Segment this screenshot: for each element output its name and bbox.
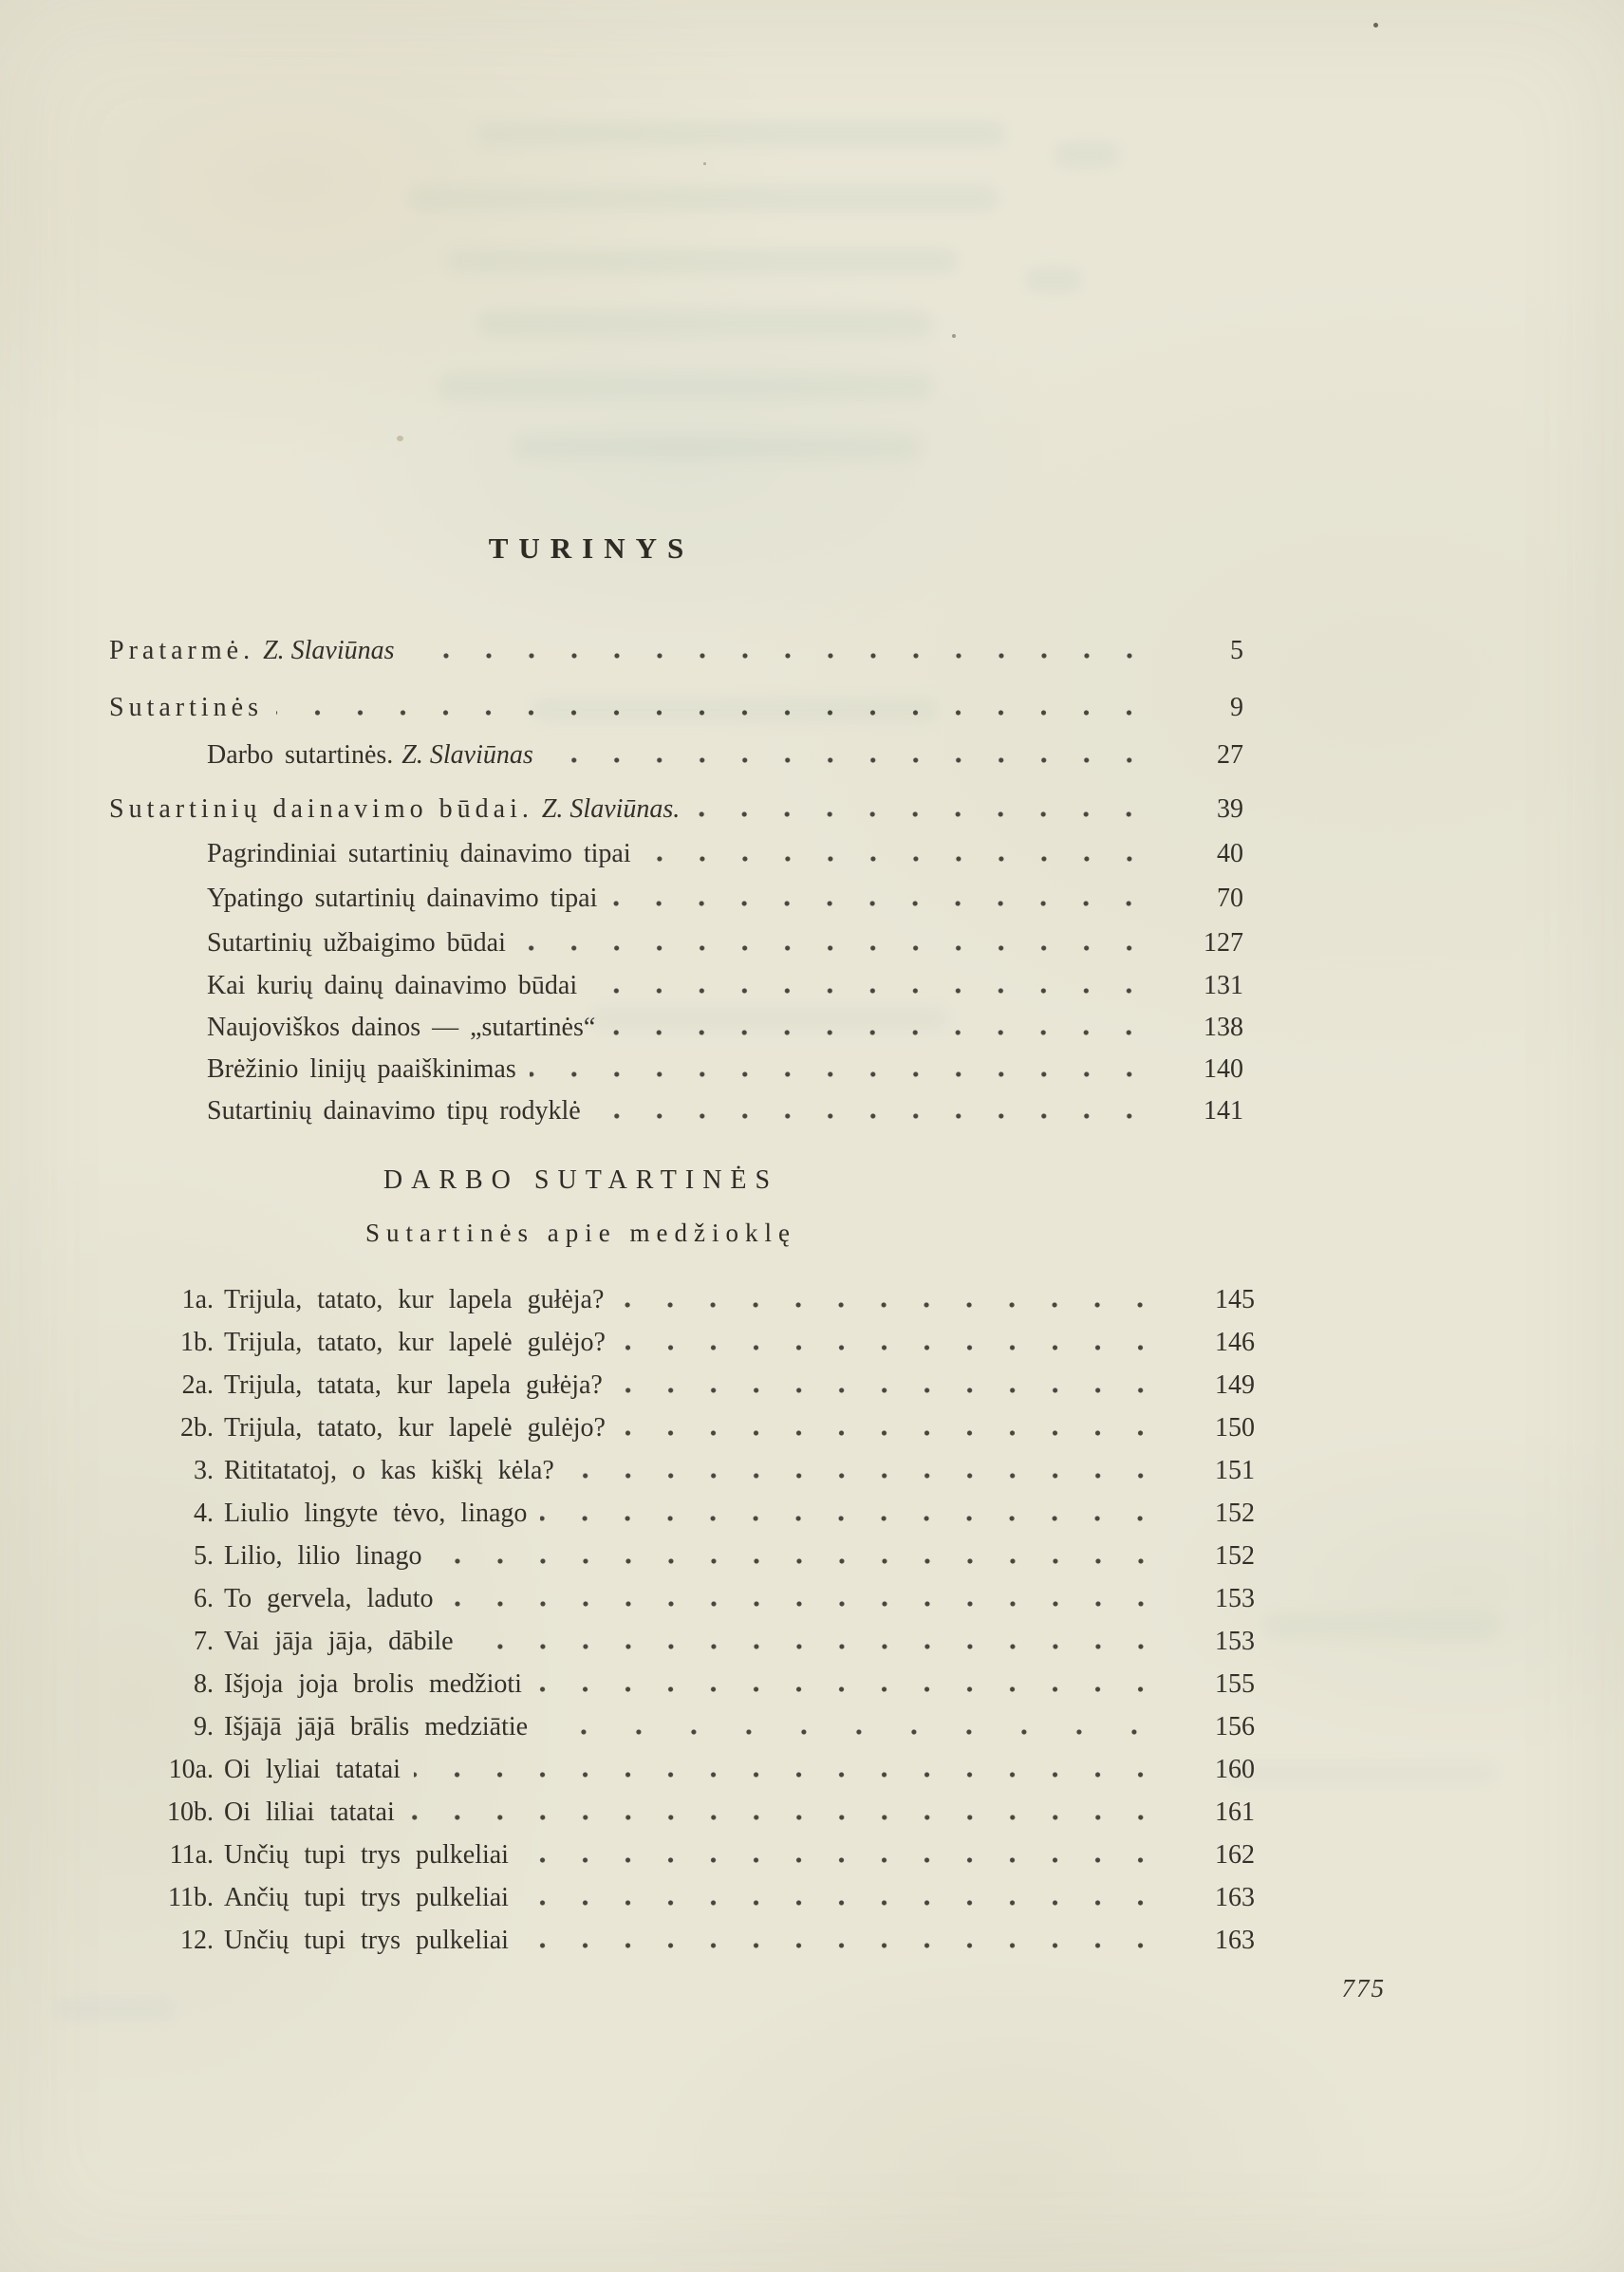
dot-leader: [522, 1919, 1164, 1962]
song-page: 153: [1215, 1584, 1255, 1613]
bleedthrough-mark: [1025, 268, 1082, 292]
dot-leader: [568, 1449, 1164, 1492]
song-title: Oi lyliai tatatai: [224, 1755, 401, 1784]
dot-leader: [467, 1620, 1164, 1663]
song-number: 2a.: [181, 1370, 214, 1400]
toc-entry-label: Darbo sutartinės.: [207, 740, 394, 770]
toc-entry: [109, 965, 1243, 1007]
dot-leader: [693, 789, 1152, 830]
toc-entry-label: Ypatingo sutartinių dainavimo tipai: [207, 884, 598, 913]
song-page: 150: [1215, 1413, 1255, 1443]
song-entry: [130, 1834, 1255, 1876]
song-title: Lilio, lilio linago: [224, 1541, 422, 1571]
song-title: Ančių tupi trys pulkeliai: [224, 1883, 509, 1912]
song-page: 152: [1215, 1499, 1255, 1528]
toc-entry-page: 140: [1204, 1054, 1243, 1084]
dot-leader: [547, 735, 1152, 776]
toc-entry: [109, 789, 1243, 830]
song-page: 156: [1215, 1712, 1255, 1741]
song-title: Išjoja joja brolis medžioti: [224, 1669, 522, 1699]
bleedthrough-mark: [410, 186, 999, 211]
dot-leader: [616, 1364, 1164, 1406]
bleedthrough-mark: [1054, 142, 1120, 167]
song-list: [130, 1278, 1255, 1962]
dot-leader: [522, 1834, 1164, 1876]
toc-entry-page: 40: [1217, 839, 1243, 868]
section-heading: DARBO SUTARTINĖS: [383, 1165, 779, 1195]
song-title: Rititatatoj, o kas kiškį kėla?: [224, 1456, 554, 1485]
toc-entry: [109, 878, 1243, 920]
song-title: Trijula, tatato, kur lapelė gulėjo?: [224, 1328, 606, 1357]
toc-entry: [109, 1007, 1243, 1049]
dot-leader: [608, 1007, 1152, 1049]
song-entry: [130, 1748, 1255, 1791]
song-entry: [130, 1705, 1255, 1748]
toc-entry-label: Pratarmė.: [109, 636, 255, 665]
song-number: 4.: [194, 1499, 214, 1528]
song-title: Išjājā jājā brālis medziātie: [224, 1712, 529, 1741]
song-page: 149: [1215, 1370, 1255, 1400]
song-entry: [130, 1364, 1255, 1406]
bleedthrough-mark: [1224, 1761, 1500, 1786]
song-number: 3.: [194, 1456, 214, 1485]
toc-entry-label: Kai kurių dainų dainavimo būdai: [207, 971, 578, 1000]
song-entry: [130, 1321, 1255, 1364]
toc-entry-author: Z. Slaviūnas: [263, 636, 395, 665]
song-entry: [130, 1919, 1255, 1962]
dot-leader: [535, 1663, 1164, 1705]
page-title: TURINYS: [488, 531, 695, 565]
song-entry: [130, 1535, 1255, 1577]
bleedthrough-mark: [476, 311, 932, 336]
song-number: 1a.: [181, 1285, 214, 1314]
toc-main: [109, 630, 1243, 1132]
song-title: Liulio lingyte tėvo, linago: [224, 1499, 528, 1528]
song-title: Unčių tupi trys pulkeliai: [224, 1840, 509, 1870]
toc-entry-label: Sutartinių dainavimo būdai.: [109, 794, 533, 824]
song-entry: [130, 1406, 1255, 1449]
song-title: Trijula, tatato, kur lapelė gulėjo?: [224, 1413, 606, 1443]
paper-speck: [703, 162, 706, 165]
bleedthrough-mark: [446, 249, 959, 273]
song-entry: [130, 1791, 1255, 1834]
song-page: 146: [1215, 1328, 1255, 1357]
song-number: 11b.: [168, 1883, 214, 1912]
song-page: 155: [1215, 1669, 1255, 1699]
song-page: 145: [1215, 1285, 1255, 1314]
song-page: 151: [1215, 1456, 1255, 1485]
dot-leader: [447, 1577, 1164, 1620]
toc-entry-label: Pagrindiniai sutartinių dainavimo tipai: [207, 839, 631, 868]
dot-leader: [519, 922, 1152, 964]
song-entry: [130, 1577, 1255, 1620]
toc-entry-page: 70: [1217, 884, 1243, 913]
song-title: Trijula, tatato, kur lapela gułėja?: [224, 1285, 605, 1314]
song-page: 161: [1215, 1797, 1255, 1827]
song-number: 5.: [194, 1541, 214, 1571]
toc-entry: [109, 833, 1243, 875]
toc-entry: [109, 1090, 1243, 1132]
song-page: 160: [1215, 1755, 1255, 1784]
song-number: 6.: [194, 1584, 214, 1613]
bleedthrough-mark: [439, 374, 932, 399]
toc-entry-author: Z. Slaviūnas: [401, 740, 533, 770]
toc-entry-label: Naujoviškos dainos — „sutartinės“: [207, 1013, 596, 1042]
dot-leader: [644, 833, 1152, 875]
folio-page-number: 775: [1341, 1974, 1386, 2002]
song-number: 10b.: [167, 1797, 214, 1827]
dot-leader: [276, 687, 1152, 729]
dot-leader: [610, 878, 1152, 920]
song-number: 12.: [180, 1926, 214, 1955]
bleedthrough-mark: [513, 435, 921, 459]
dot-leader: [541, 1705, 1164, 1748]
song-number: 7.: [194, 1627, 214, 1656]
bleedthrough-mark: [52, 1997, 176, 2021]
song-entry: [130, 1876, 1255, 1919]
song-number: 8.: [194, 1669, 214, 1699]
song-number: 2b.: [180, 1413, 214, 1443]
toc-entry-label: Sutartinių dainavimo tipų rodyklė: [207, 1096, 581, 1126]
dot-leader: [619, 1406, 1164, 1449]
song-title: Oi liliai tatatai: [224, 1797, 395, 1827]
dot-leader: [408, 630, 1152, 672]
song-number: 10a.: [168, 1755, 214, 1784]
song-page: 152: [1215, 1541, 1255, 1571]
toc-entry-page: 39: [1217, 794, 1243, 824]
toc-entry-page: 127: [1204, 928, 1243, 958]
toc-entry-page: 131: [1204, 971, 1243, 1000]
dot-leader: [522, 1876, 1164, 1919]
song-page: 153: [1215, 1627, 1255, 1656]
song-page: 163: [1215, 1883, 1255, 1912]
toc-entry-label: Brėžinio linijų paaiškinimas: [207, 1054, 516, 1084]
song-number: 9.: [194, 1712, 214, 1741]
song-entry: [130, 1492, 1255, 1535]
bleedthrough-mark: [475, 121, 1006, 146]
bleedthrough-mark: [1262, 1613, 1500, 1638]
song-page: 162: [1215, 1840, 1255, 1870]
toc-entry-label: Sutartinių užbaigimo būdai: [207, 928, 506, 958]
dot-leader: [530, 1049, 1152, 1090]
dot-leader: [590, 965, 1152, 1007]
dot-leader: [408, 1791, 1164, 1834]
song-title: Vai jāja jāja, dābile: [224, 1627, 454, 1656]
dot-leader: [594, 1090, 1152, 1132]
dot-leader: [619, 1321, 1164, 1364]
dot-leader: [436, 1535, 1164, 1577]
song-title: Trijula, tatata, kur lapela gułėja?: [224, 1370, 603, 1400]
dot-leader: [540, 1492, 1164, 1535]
song-number: 1b.: [180, 1328, 214, 1357]
toc-entry: [109, 687, 1243, 729]
toc-entry: [109, 922, 1243, 964]
paper-speck: [397, 436, 403, 441]
song-page: 163: [1215, 1926, 1255, 1955]
song-entry: [130, 1278, 1255, 1321]
paper-speck: [1373, 23, 1378, 28]
toc-entry-label: Sutartinės: [109, 693, 263, 722]
song-entry: [130, 1620, 1255, 1663]
dot-leader: [617, 1278, 1164, 1321]
dot-leader: [414, 1748, 1164, 1791]
song-entry: [130, 1449, 1255, 1492]
toc-entry-page: 141: [1204, 1096, 1243, 1126]
toc-entry: [109, 1049, 1243, 1090]
toc-entry-author: Z. Slaviūnas.: [541, 794, 681, 824]
toc-entry: [109, 630, 1243, 672]
song-title: To gervela, laduto: [224, 1584, 434, 1613]
song-entry: [130, 1663, 1255, 1705]
toc-entry-page: 9: [1230, 693, 1243, 722]
song-title: Unčių tupi trys pulkeliai: [224, 1926, 509, 1955]
toc-entry-page: 138: [1204, 1013, 1243, 1042]
paper-speck: [952, 334, 956, 338]
section-subheading: Sutartinės apie medžioklę: [365, 1219, 796, 1247]
toc-entry-page: 5: [1230, 636, 1243, 665]
toc-entry: [109, 735, 1243, 776]
toc-entry-page: 27: [1217, 740, 1243, 770]
song-number: 11a.: [169, 1840, 214, 1870]
